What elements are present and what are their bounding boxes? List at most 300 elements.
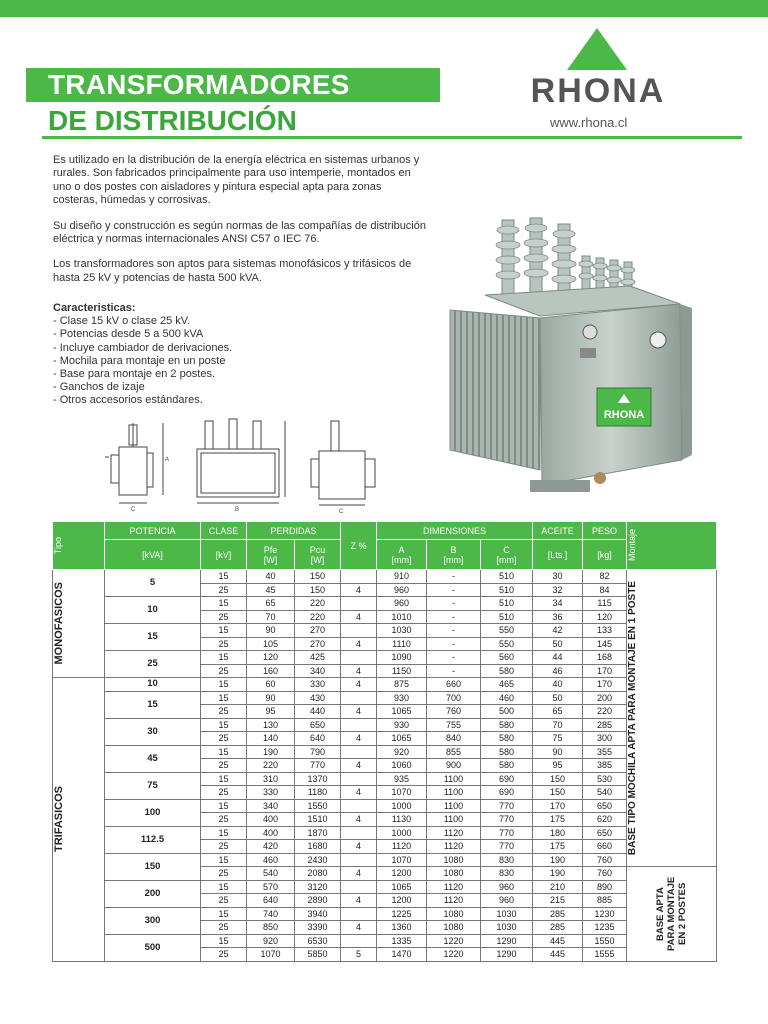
dim-a-cell: 920 [377, 745, 427, 759]
pfe-cell: 90 [247, 624, 295, 638]
kva-cell: 500 [105, 934, 201, 961]
intro-paragraph-2: Su diseño y construcción es según normas de las compañías de distribución eléctrica y normas internacionales ANSI C57 o IEC 76. [53, 219, 426, 246]
z-cell [341, 570, 377, 584]
clase-cell: 25 [201, 637, 247, 651]
dim-b-cell: 760 [427, 705, 481, 719]
header-montaje: Montaje [627, 522, 717, 570]
dim-c-cell: 510 [481, 583, 533, 597]
feature-item: - Ganchos de izaje [53, 381, 145, 394]
pcu-cell: 640 [295, 732, 341, 746]
clase-cell: 15 [201, 853, 247, 867]
table-row [53, 745, 717, 759]
pfe-cell: 40 [247, 570, 295, 584]
header-clase-unit: [kV] [201, 540, 247, 570]
page-title [26, 68, 440, 138]
aceite-cell: 44 [533, 651, 583, 665]
montaje-label-one-post: BASE TIPO MOCHILA APTA PARA MONTAJE EN 1 POSTE [627, 580, 639, 856]
z-cell [341, 907, 377, 921]
peso-cell: 885 [583, 894, 627, 908]
z-cell: 4 [341, 732, 377, 746]
dim-c-cell: 1290 [481, 934, 533, 948]
clase-cell: 25 [201, 894, 247, 908]
pcu-cell: 340 [295, 664, 341, 678]
pfe-cell: 190 [247, 745, 295, 759]
dim-b-cell: - [427, 651, 481, 665]
dim-c-cell: 580 [481, 732, 533, 746]
z-cell: 4 [341, 813, 377, 827]
pcu-cell: 270 [295, 637, 341, 651]
dim-a-cell: 1070 [377, 853, 427, 867]
z-cell [341, 718, 377, 732]
peso-cell: 1550 [583, 934, 627, 948]
pcu-cell: 220 [295, 610, 341, 624]
feature-item: - Incluye cambiador de derivaciones. [53, 341, 233, 354]
dim-c-cell: 580 [481, 718, 533, 732]
dim-a-cell: 935 [377, 772, 427, 786]
pfe-cell: 95 [247, 705, 295, 719]
table-row [53, 907, 717, 921]
dim-b-cell: 1080 [427, 907, 481, 921]
z-cell: 4 [341, 583, 377, 597]
header-a: A [mm] [377, 540, 427, 570]
header-potencia: POTENCIA [105, 522, 201, 540]
pfe-cell: 1070 [247, 948, 295, 962]
z-cell: 4 [341, 637, 377, 651]
dim-a-cell: 1360 [377, 921, 427, 935]
feature-item: - Clase 15 kV o clase 25 kV. [53, 315, 191, 328]
pfe-cell: 310 [247, 772, 295, 786]
pcu-cell: 5850 [295, 948, 341, 962]
pfe-cell: 920 [247, 934, 295, 948]
header-b: B [mm] [427, 540, 481, 570]
dim-a-cell: 1010 [377, 610, 427, 624]
pcu-cell: 770 [295, 759, 341, 773]
title-line-2: DE DISTRIBUCIÓN [48, 105, 297, 136]
kva-cell: 112.5 [105, 826, 201, 853]
header-tipo: Tipo [53, 522, 105, 570]
aceite-cell: 40 [533, 678, 583, 692]
aceite-cell: 150 [533, 786, 583, 800]
dim-a-cell: 1130 [377, 813, 427, 827]
z-cell: 4 [341, 678, 377, 692]
aceite-cell: 445 [533, 948, 583, 962]
peso-cell: 1555 [583, 948, 627, 962]
rhona-logo [505, 26, 695, 110]
kva-cell: 300 [105, 907, 201, 934]
dim-b-cell: 660 [427, 678, 481, 692]
header-divider [42, 136, 742, 139]
z-cell [341, 745, 377, 759]
dim-b-cell: - [427, 664, 481, 678]
z-cell [341, 853, 377, 867]
dim-a-cell: 1200 [377, 867, 427, 881]
aceite-cell: 150 [533, 772, 583, 786]
pfe-cell: 540 [247, 867, 295, 881]
peso-cell: 540 [583, 786, 627, 800]
aceite-cell: 50 [533, 637, 583, 651]
z-cell: 5 [341, 948, 377, 962]
pcu-cell: 3390 [295, 921, 341, 935]
feature-item: - Potencias desde 5 a 500 kVA [53, 328, 204, 341]
clase-cell: 25 [201, 705, 247, 719]
header-aceite: ACEITE [533, 522, 583, 540]
aceite-cell: 215 [533, 894, 583, 908]
peso-cell: 200 [583, 691, 627, 705]
dim-c-cell: 690 [481, 786, 533, 800]
aceite-cell: 46 [533, 664, 583, 678]
clase-cell: 15 [201, 597, 247, 611]
pcu-cell: 2080 [295, 867, 341, 881]
dim-a-cell: 1000 [377, 799, 427, 813]
dim-c-cell: 580 [481, 759, 533, 773]
dim-a-cell: 930 [377, 718, 427, 732]
dim-a-cell: 1470 [377, 948, 427, 962]
dim-c-cell: 770 [481, 813, 533, 827]
pfe-cell: 640 [247, 894, 295, 908]
specifications-table-wrapper [52, 521, 716, 962]
dim-c-cell: 690 [481, 772, 533, 786]
pcu-cell: 430 [295, 691, 341, 705]
pcu-cell: 150 [295, 583, 341, 597]
intro-paragraph-1: Es utilizado en la distribución de la energía eléctrica en sistemas urbanos y rurales. Son fabricados principalmente para uso intemperie, montados en uno o dos postes con aisladores y pintura especial apta para zonas costeras, húmedas y corrosivas. [53, 154, 420, 207]
peso-cell: 1235 [583, 921, 627, 935]
header-clase: CLASE [201, 522, 247, 540]
z-cell: 4 [341, 921, 377, 935]
dim-b-cell: 1080 [427, 921, 481, 935]
clase-cell: 15 [201, 880, 247, 894]
aceite-cell: 34 [533, 597, 583, 611]
z-cell [341, 934, 377, 948]
montaje-cell-one-post [627, 570, 717, 867]
type-label-tri: TRIFASICOS [53, 786, 65, 853]
pfe-cell: 330 [247, 786, 295, 800]
dim-a-cell: 960 [377, 583, 427, 597]
features-heading: Caracteristicas: [53, 302, 136, 314]
transformer-illustration [430, 200, 708, 500]
pfe-cell: 460 [247, 853, 295, 867]
pcu-cell: 6530 [295, 934, 341, 948]
dim-a-cell: 1070 [377, 786, 427, 800]
pcu-cell: 1510 [295, 813, 341, 827]
dim-b-cell: 1100 [427, 772, 481, 786]
type-cell-tri [53, 678, 105, 962]
dim-b-cell: 755 [427, 718, 481, 732]
dim-c-cell: 580 [481, 664, 533, 678]
clase-cell: 15 [201, 907, 247, 921]
pcu-cell: 1370 [295, 772, 341, 786]
header-peso-unit: [kg] [583, 540, 627, 570]
peso-cell: 285 [583, 718, 627, 732]
dim-b-cell: - [427, 570, 481, 584]
drawing-label-b: B [235, 507, 240, 513]
pcu-cell: 2890 [295, 894, 341, 908]
clase-cell: 15 [201, 772, 247, 786]
table-row [53, 570, 717, 584]
dim-b-cell: - [427, 610, 481, 624]
pfe-cell: 140 [247, 732, 295, 746]
dim-b-cell: 840 [427, 732, 481, 746]
dim-a-cell: 1030 [377, 624, 427, 638]
header-aceite-unit: [Lts.] [533, 540, 583, 570]
dim-b-cell: 1220 [427, 934, 481, 948]
pcu-cell: 650 [295, 718, 341, 732]
dim-b-cell: - [427, 637, 481, 651]
pcu-cell: 150 [295, 570, 341, 584]
kva-cell: 25 [105, 651, 201, 678]
aceite-cell: 95 [533, 759, 583, 773]
pfe-cell: 220 [247, 759, 295, 773]
pfe-cell: 60 [247, 678, 295, 692]
website-link[interactable]: www.rhona.cl [550, 115, 628, 130]
logo-wordmark: RHONA [530, 72, 666, 110]
aceite-cell: 175 [533, 813, 583, 827]
header-potencia-unit: [kVA] [105, 540, 201, 570]
dim-c-cell: 500 [481, 705, 533, 719]
dim-c-cell: 560 [481, 651, 533, 665]
montaje-label-two-post: BASE APTA PARA MONTAJE EN 2 POSTES [655, 876, 689, 951]
dim-c-cell: 770 [481, 799, 533, 813]
kva-cell: 75 [105, 772, 201, 799]
type-cell-mono [53, 570, 105, 678]
dim-c-cell: 830 [481, 853, 533, 867]
peso-cell: 620 [583, 813, 627, 827]
clase-cell: 25 [201, 840, 247, 854]
table-row [53, 691, 717, 705]
aceite-cell: 42 [533, 624, 583, 638]
z-cell: 4 [341, 894, 377, 908]
pcu-cell: 3120 [295, 880, 341, 894]
dim-a-cell: 1200 [377, 894, 427, 908]
pcu-cell: 425 [295, 651, 341, 665]
dim-c-cell: 960 [481, 894, 533, 908]
clase-cell: 15 [201, 826, 247, 840]
dim-a-cell: 1110 [377, 637, 427, 651]
table-row [53, 880, 717, 894]
montaje-cell-two-post [627, 867, 717, 962]
header-pcu: Pcu [W] [295, 540, 341, 570]
clase-cell: 15 [201, 570, 247, 584]
z-cell: 4 [341, 705, 377, 719]
kva-cell: 150 [105, 853, 201, 880]
dim-b-cell: 1120 [427, 880, 481, 894]
pfe-cell: 340 [247, 799, 295, 813]
dim-a-cell: 1090 [377, 651, 427, 665]
kva-cell: 30 [105, 718, 201, 745]
pfe-cell: 45 [247, 583, 295, 597]
dim-c-cell: 960 [481, 880, 533, 894]
features-list [53, 302, 353, 408]
dim-c-cell: 465 [481, 678, 533, 692]
clase-cell: 25 [201, 921, 247, 935]
dim-c-cell: 510 [481, 610, 533, 624]
dim-a-cell: 1335 [377, 934, 427, 948]
header-perdidas: PERDIDAS [247, 522, 341, 540]
pfe-cell: 120 [247, 651, 295, 665]
dim-b-cell: 900 [427, 759, 481, 773]
aceite-cell: 285 [533, 907, 583, 921]
aceite-cell: 70 [533, 718, 583, 732]
clase-cell: 25 [201, 867, 247, 881]
pfe-cell: 65 [247, 597, 295, 611]
aceite-cell: 190 [533, 867, 583, 881]
intro-paragraph-3: Los transformadores son aptos para sistemas monofásicos y trifásicos de hasta 25 kV y potencias de hasta 500 kVA. [53, 258, 412, 284]
table-body [53, 570, 717, 962]
dim-b-cell: 1120 [427, 840, 481, 854]
peso-cell: 530 [583, 772, 627, 786]
aceite-cell: 32 [533, 583, 583, 597]
kva-cell: 200 [105, 880, 201, 907]
aceite-cell: 50 [533, 691, 583, 705]
dimension-drawings [105, 415, 395, 515]
z-cell [341, 651, 377, 665]
peso-cell: 84 [583, 583, 627, 597]
clase-cell: 25 [201, 664, 247, 678]
header-c: C [mm] [481, 540, 533, 570]
dim-c-cell: 770 [481, 826, 533, 840]
peso-cell: 660 [583, 840, 627, 854]
pfe-cell: 130 [247, 718, 295, 732]
transformer-photo [430, 200, 708, 500]
dim-a-cell: 960 [377, 597, 427, 611]
aceite-cell: 180 [533, 826, 583, 840]
aceite-cell: 170 [533, 799, 583, 813]
peso-cell: 115 [583, 597, 627, 611]
dim-a-cell: 910 [377, 570, 427, 584]
dim-b-cell: 1220 [427, 948, 481, 962]
aceite-cell: 210 [533, 880, 583, 894]
dim-c-cell: 830 [481, 867, 533, 881]
header-z: Z % [341, 522, 377, 570]
dim-a-cell: 1065 [377, 732, 427, 746]
peso-cell: 168 [583, 651, 627, 665]
peso-cell: 385 [583, 759, 627, 773]
dim-c-cell: 770 [481, 840, 533, 854]
feature-item: - Base para montaje en 2 postes. [53, 368, 216, 381]
clase-cell: 15 [201, 799, 247, 813]
dim-a-cell: 1060 [377, 759, 427, 773]
dim-b-cell: - [427, 583, 481, 597]
drawings-svg [105, 415, 395, 515]
pfe-cell: 400 [247, 826, 295, 840]
kva-cell: 5 [105, 570, 201, 597]
plate-logo-text: RHONA [603, 409, 645, 421]
kva-cell: 10 [105, 597, 201, 624]
aceite-cell: 36 [533, 610, 583, 624]
z-cell [341, 624, 377, 638]
dim-b-cell: 1100 [427, 786, 481, 800]
kva-cell: 10 [105, 678, 201, 692]
clase-cell: 25 [201, 813, 247, 827]
dim-c-cell: 550 [481, 637, 533, 651]
dim-b-cell: 1080 [427, 867, 481, 881]
clase-cell: 25 [201, 786, 247, 800]
dim-c-cell: 460 [481, 691, 533, 705]
pfe-cell: 160 [247, 664, 295, 678]
type-label-mono: MONOFASICOS [53, 582, 65, 665]
clase-cell: 15 [201, 691, 247, 705]
pcu-cell: 440 [295, 705, 341, 719]
drawing-label-c: C [131, 507, 136, 513]
dim-c-cell: 1290 [481, 948, 533, 962]
feature-item: - Otros accesorios estándares. [53, 394, 203, 407]
aceite-cell: 90 [533, 745, 583, 759]
dim-c-cell: 1030 [481, 907, 533, 921]
z-cell: 4 [341, 786, 377, 800]
intro-text [53, 154, 429, 297]
drawing-label-a: A [165, 457, 170, 463]
dim-a-cell: 1150 [377, 664, 427, 678]
clase-cell: 25 [201, 948, 247, 962]
z-cell: 4 [341, 664, 377, 678]
z-cell: 4 [341, 759, 377, 773]
pfe-cell: 400 [247, 813, 295, 827]
dim-b-cell: 1100 [427, 799, 481, 813]
peso-cell: 170 [583, 678, 627, 692]
table-row [53, 853, 717, 867]
dim-b-cell: - [427, 624, 481, 638]
table-row [53, 826, 717, 840]
peso-cell: 145 [583, 637, 627, 651]
peso-cell: 1230 [583, 907, 627, 921]
feature-item: - Mochila para montaje en un poste [53, 354, 226, 367]
z-cell: 4 [341, 867, 377, 881]
aceite-cell: 30 [533, 570, 583, 584]
peso-cell: 120 [583, 610, 627, 624]
peso-cell: 133 [583, 624, 627, 638]
table-row [53, 799, 717, 813]
title-line-1: TRANSFORMADORES [26, 68, 440, 102]
kva-cell: 15 [105, 691, 201, 718]
header-pfe: Pfe [W] [247, 540, 295, 570]
pfe-cell: 90 [247, 691, 295, 705]
dim-c-cell: 580 [481, 745, 533, 759]
pcu-cell: 1870 [295, 826, 341, 840]
dim-b-cell: 855 [427, 745, 481, 759]
table-row [53, 718, 717, 732]
z-cell [341, 691, 377, 705]
pcu-cell: 1550 [295, 799, 341, 813]
pcu-cell: 1180 [295, 786, 341, 800]
drawing-label-c-3: C [339, 509, 344, 515]
peso-cell: 170 [583, 664, 627, 678]
peso-cell: 890 [583, 880, 627, 894]
dim-a-cell: 1000 [377, 826, 427, 840]
pfe-cell: 570 [247, 880, 295, 894]
pcu-cell: 1680 [295, 840, 341, 854]
clase-cell: 15 [201, 934, 247, 948]
clase-cell: 25 [201, 732, 247, 746]
z-cell: 4 [341, 840, 377, 854]
peso-cell: 355 [583, 745, 627, 759]
dim-b-cell: 1080 [427, 853, 481, 867]
clase-cell: 15 [201, 678, 247, 692]
peso-cell: 300 [583, 732, 627, 746]
kva-cell: 45 [105, 745, 201, 772]
dim-c-cell: 510 [481, 570, 533, 584]
dim-a-cell: 930 [377, 691, 427, 705]
pfe-cell: 850 [247, 921, 295, 935]
dim-b-cell: 1120 [427, 826, 481, 840]
table-row [53, 624, 717, 638]
peso-cell: 220 [583, 705, 627, 719]
dim-a-cell: 1225 [377, 907, 427, 921]
dim-c-cell: 510 [481, 597, 533, 611]
clase-cell: 25 [201, 583, 247, 597]
clase-cell: 15 [201, 651, 247, 665]
dim-c-cell: 550 [481, 624, 533, 638]
dim-b-cell: 1100 [427, 813, 481, 827]
pfe-cell: 740 [247, 907, 295, 921]
